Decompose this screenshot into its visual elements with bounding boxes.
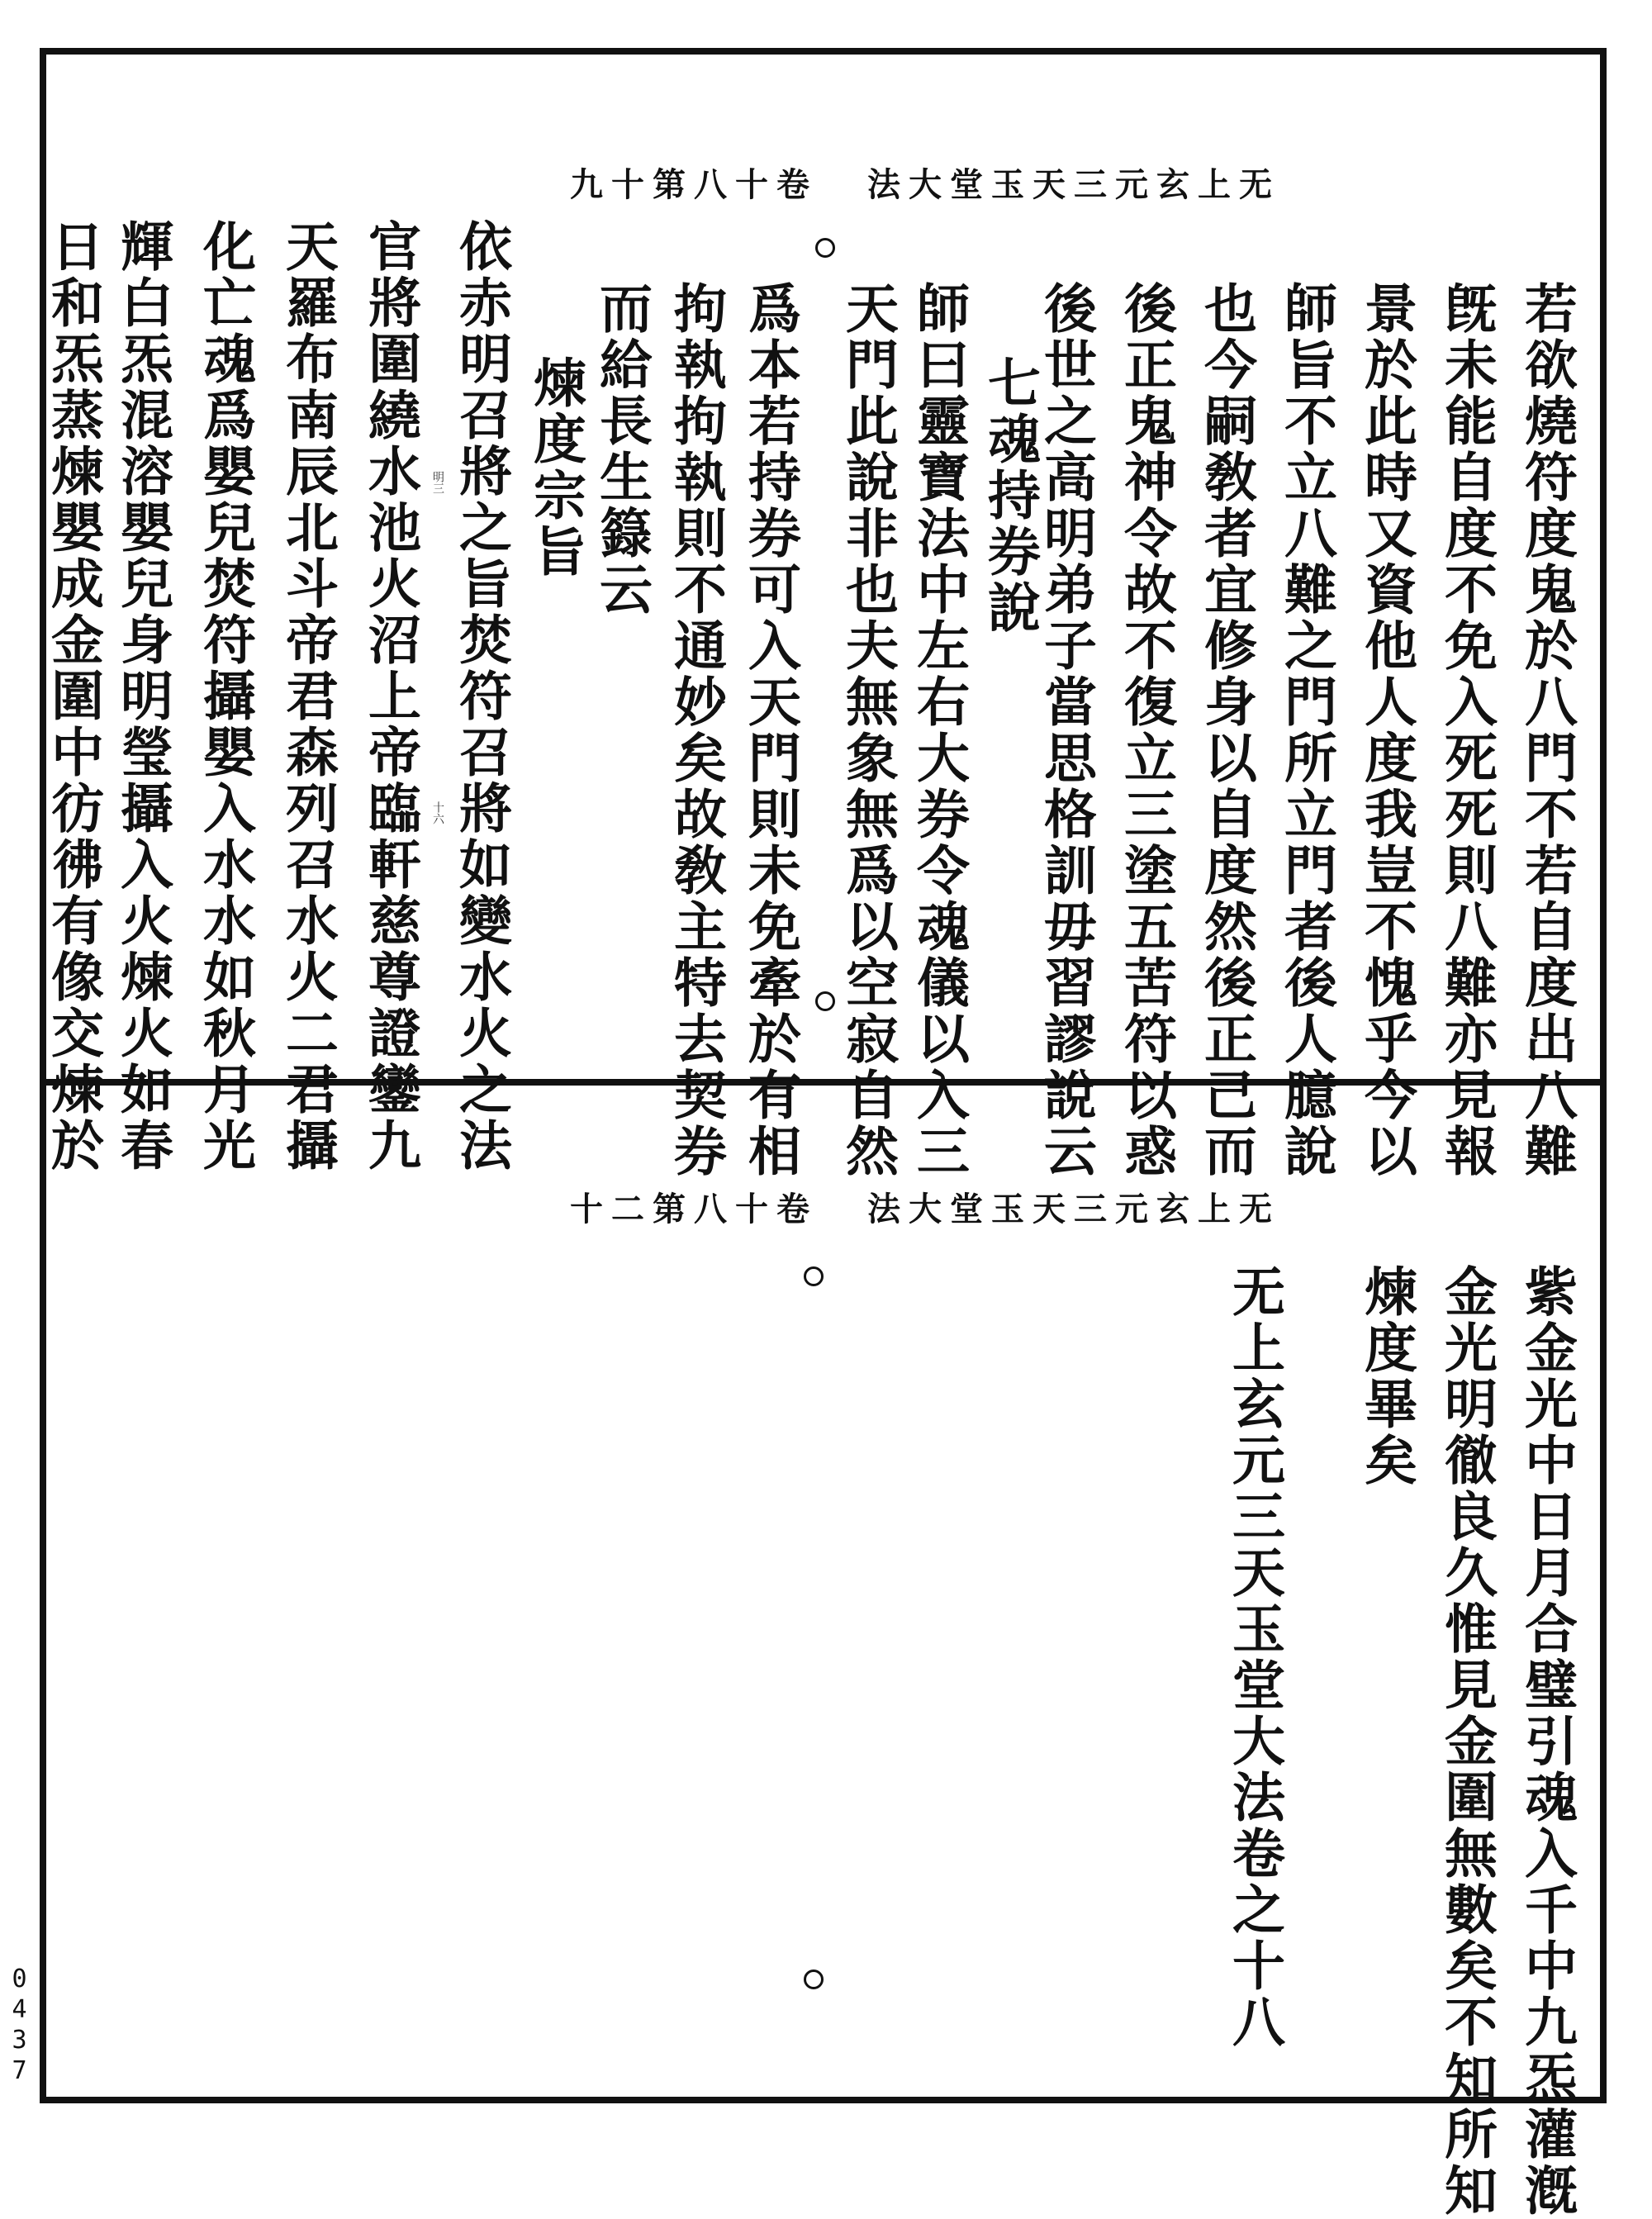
top-column-2: 旣未能自度不免入死死則八難亦見報 (1436, 281, 1498, 1180)
top-header-volume: 卷十八第十九 (570, 165, 818, 204)
top-circle-mark (815, 238, 835, 258)
top-circle-mark-2 (815, 991, 835, 1011)
bottom-header-volume: 卷十八第二十 (570, 1190, 818, 1228)
top-header (537, 159, 1280, 206)
top-column-18: 化亡魂爲嬰兒焚符攝嬰入水水如秋月光 (194, 219, 256, 1174)
top-column-12: 拘執拘執則不通妙矣故敎主特去契券 (665, 281, 727, 1180)
top-column-3: 景於此時又資他人度我豈不愧乎今以 (1355, 281, 1417, 1180)
top-column-7: 後世之高明弟子當思格訓毋習謬說云 (1035, 281, 1097, 1180)
bottom-circle-mark-2 (804, 1970, 824, 1989)
bottom-circle-mark (804, 1266, 824, 1286)
top-column-8: 七魂持券說 (979, 355, 1041, 636)
bottom-column-3: 煉度畢矣 (1355, 1264, 1417, 1489)
top-column-11: 爲本若持券可入天門則未免牽於有相 (739, 281, 801, 1180)
top-column-13: 而給長生籙云 (591, 281, 653, 618)
margin-note-1: 明三 (431, 471, 444, 494)
bottom-column-2: 金光明徹良久惟見金圍無數矣不知所知 (1436, 1264, 1498, 2219)
top-column-15: 依赤明召將之旨焚符召將如變水火之法 (450, 219, 512, 1174)
top-column-17: 天羅布南辰北斗帝君森列召水火二君攝 (277, 219, 339, 1174)
top-header-title: 无上玄元三天玉堂大法 (867, 165, 1280, 204)
top-column-10: 天門此說非也夫無象無爲以空寂自然 (837, 281, 899, 1180)
margin-note-2: 十六 (431, 801, 444, 824)
bottom-header-title: 无上玄元三天玉堂大法 (867, 1190, 1280, 1228)
bottom-column-1: 紫金光中日月合璧引魂入千中九炁灌漑 (1516, 1264, 1578, 2219)
top-column-20: 日和炁蒸煉嬰成金圍中彷彿有像交煉於 (42, 219, 104, 1174)
top-column-14: 煉度宗旨 (525, 355, 586, 580)
bottom-header (537, 1183, 1280, 1230)
top-column-5: 也今嗣敎者宜修身以自度然後正己而 (1195, 281, 1257, 1180)
bottom-column-4: 无上玄元三天玉堂大法卷之十八 (1223, 1264, 1285, 2050)
top-column-4: 師旨不立八難之門所立門者後人臆說 (1275, 281, 1337, 1180)
top-column-9: 師曰靈寶法中左右大券令魂儀以入三 (908, 281, 970, 1180)
top-column-19: 輝白炁混溶嬰兒身明瑩攝入火煉火如春 (112, 219, 173, 1174)
top-column-6: 後正鬼神令故不復立三塗五苦符以惑 (1115, 281, 1177, 1180)
top-column-16: 官將圍繞水池火沼上帝臨軒慈尊證鑾九 (359, 219, 421, 1174)
page-number: 0437 (5, 1965, 34, 2087)
top-column-1: 若欲燒符度鬼於八門不若自度出八難 (1516, 281, 1578, 1180)
